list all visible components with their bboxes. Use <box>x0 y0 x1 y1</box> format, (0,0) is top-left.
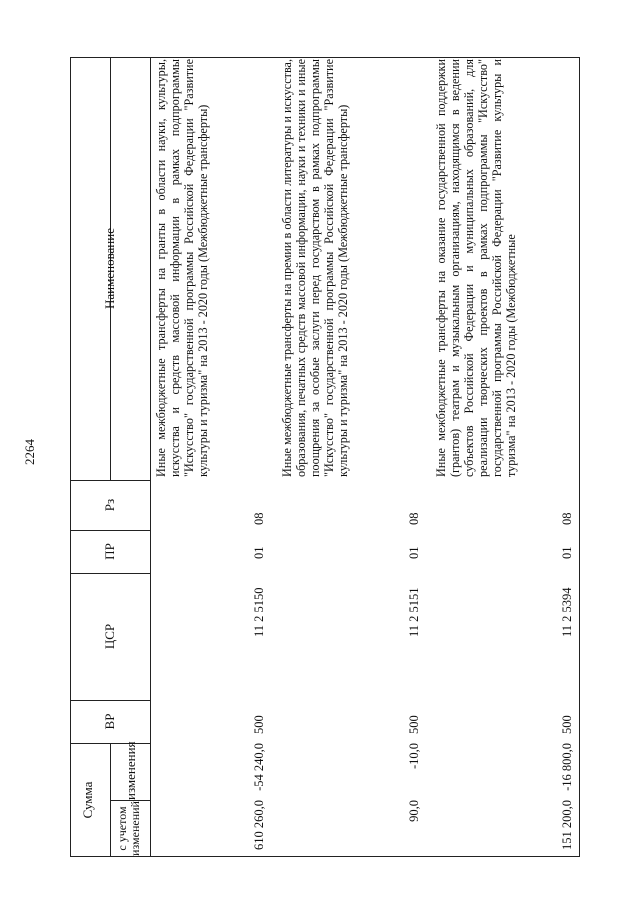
row-total: 90,0 <box>407 800 421 822</box>
header-sum: Сумма <box>80 781 95 819</box>
header-change: изменения <box>123 741 138 800</box>
row-pr: 01 <box>252 546 266 559</box>
row-rz: 08 <box>407 512 421 525</box>
row-vr: 500 <box>252 715 266 734</box>
row-change: -16 800,0 <box>560 743 574 791</box>
header-with-changes: с учетом изменений <box>115 801 142 856</box>
row-vr: 500 <box>560 715 574 734</box>
header-rz: Рз <box>102 498 117 512</box>
row-name: Иные межбюджетные трансферты на премии в области литературы и искусства, образования, печатных средств массовой информации, науки и техники и иные поощрения за особые заслуги перед государством в рамках подпрограммы "Искусство" государственной программы Российской Федерации "Развитие культуры и туризма" на 2013 - 2020 годы (Межбюджетные трансферты) <box>280 59 350 477</box>
row-csr: 11 2 5150 <box>252 587 266 637</box>
row-csr: 11 2 5394 <box>560 587 574 637</box>
header-name: Наименование <box>102 228 117 309</box>
row-vr: 500 <box>407 715 421 734</box>
row-rz: 08 <box>252 512 266 525</box>
header-rule-bottom <box>150 57 151 857</box>
row-pr: 01 <box>407 546 421 559</box>
page-number: 2264 <box>22 439 37 465</box>
header-vr: ВР <box>102 713 117 730</box>
budget-table <box>70 57 580 857</box>
row-pr: 01 <box>560 546 574 559</box>
row-rz: 08 <box>560 512 574 525</box>
row-name: Иные межбюджетные трансферты на гранты в области науки, культуры, искусства и средств массовой информации в рамках подпрограммы "Искусство" государственной программы Российской Федерации "Развитие культуры и туризма" на 2013 - 2020 годы (Межбюджетные трансферты) <box>154 59 210 477</box>
row-name: Иные межбюджетные трансферты на оказание государственной поддержки (грантов) театрам и музыкальным организациям, находящимся в ведении субъектов Российской Федерации и муниципальных образований, для реализации творческих проектов в рамках подпрограммы "Искусство" государственной программы Российской Федерации "Развитие культуры и туризма" на 2013 - 2020 годы (Межбюджетные <box>434 59 518 477</box>
header-pr: ПР <box>102 543 117 560</box>
header-csr: ЦСР <box>102 623 117 650</box>
row-csr: 11 2 5151 <box>407 587 421 637</box>
row-total: 610 260,0 <box>252 800 266 850</box>
sum-header-rule <box>110 743 111 857</box>
row-change: -54 240,0 <box>252 743 266 791</box>
row-total: 151 200,0 <box>560 800 574 850</box>
row-change: -10,0 <box>407 743 421 770</box>
